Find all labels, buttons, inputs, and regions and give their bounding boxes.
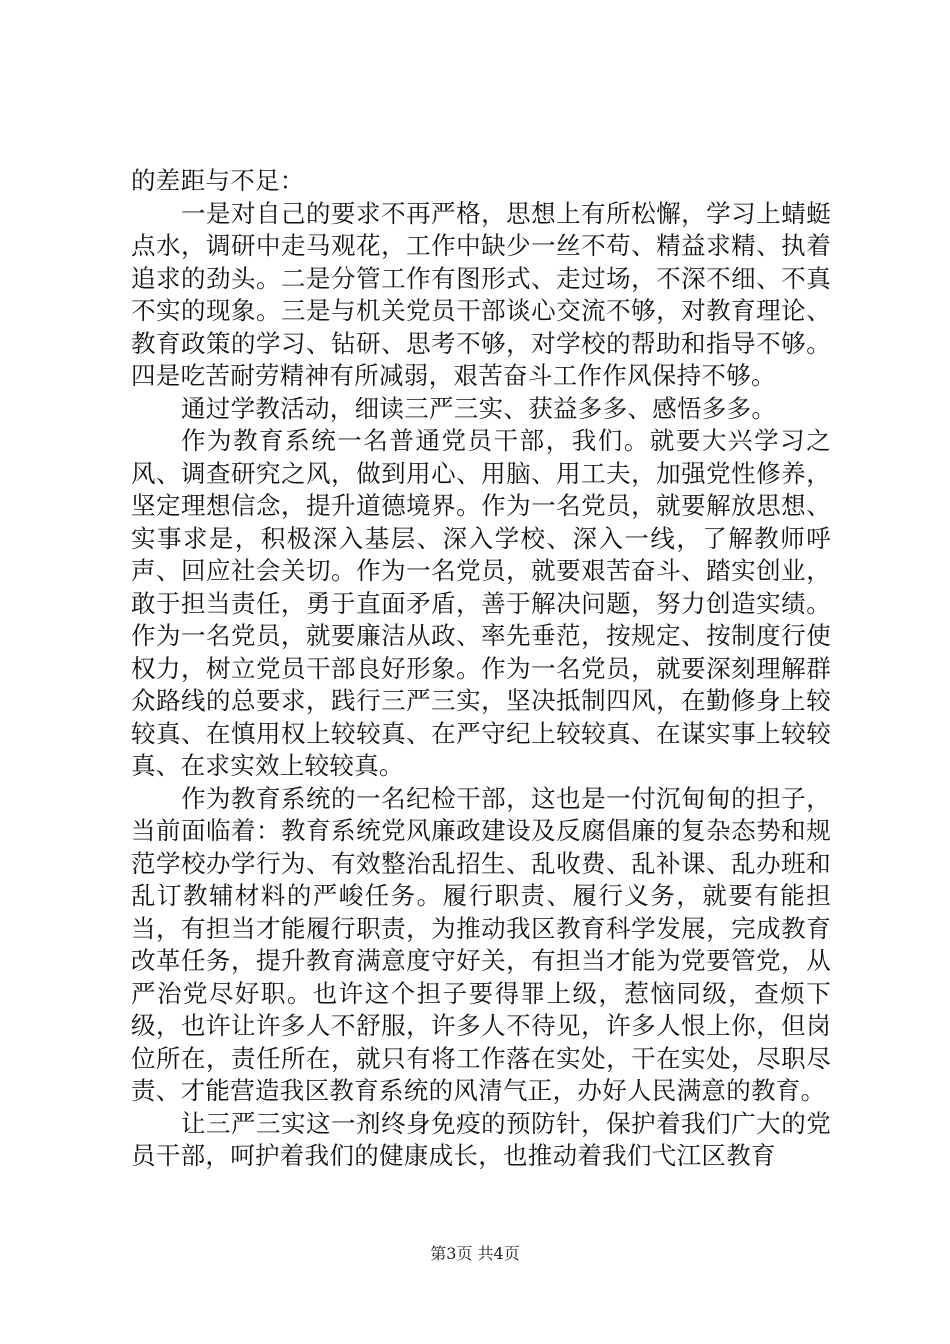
paragraph-study-activity: 通过学教活动，细读三严三实、获益多多、感悟多多。 <box>181 393 777 423</box>
paragraph-shortcomings: 一是对自己的要求不再严格，思想上有所松懈，学习上蜻蜓点水，调研中走马观花，工作中缺少一丝不苟、精益求精、执着追求的劲头。二是分管工作有图形式、走过场，不深不细、不真不实的现象。三是与机关党员干部谈心交流不够，对教育理论、教育政策的学习、钻研、思考不够，对学校的帮助和指导不够。四是吃苦耐劳精神有所减弱，艰苦奋斗工作作风保持不够。 <box>131 198 831 390</box>
body-text <box>131 165 831 1173</box>
paragraph-closing: 让三严三实这一剂终身免疫的预防针，保护着我们广大的党员干部，呵护着我们的健康成长，也推动着我们弋江区教育 <box>131 1108 831 1170</box>
paragraph-discipline-inspection: 作为教育系统的一名纪检干部，这也是一付沉甸甸的担子，当前面临着：教育系统党风廉政建设及反腐倡廉的复杂态势和规范学校办学行为、有效整治乱招生、乱收费、乱补课、乱办班和乱订教辅材料的严峻任务。履行职责、履行义务，就要有能担当，有担当才能履行职责，为推动我区教育科学发展，完成教育改革任务，提升教育满意度守好关，有担当才能为党要管党，从严治党尽好职。也许这个担子要得罪上级，惹恼同级，查烦下级，也许让许多人不舒服，许多人不待见，许多人恨上你，但岗位所在，责任所在，就只有将工作落在实处，干在实处，尽职尽责、才能营造我区教育系统的风清气正，办好人民满意的教育。 <box>131 783 831 1105</box>
paragraph-party-member-duties: 作为教育系统一名普通党员干部，我们。就要大兴学习之风、调查研究之风，做到用心、用脑、用工夫，加强党性修养，坚定理想信念，提升道德境界。作为一名党员，就要解放思想、实事求是，积极深入基层、深入学校、深入一线，了解教师呼声、回应社会关切。作为一名党员，就要艰苦奋斗、踏实创业，敢于担当责任，勇于直面矛盾，善于解决问题，努力创造实绩。作为一名党员，就要廉洁从政、率先垂范，按规定、按制度行使权力，树立党员干部良好形象。作为一名党员，就要深刻理解群众路线的总要求，践行三严三实，坚决抵制四风，在勤修身上较较真、在慎用权上较较真、在严守纪上较较真、在谋实事上较较真、在求实效上较较真。 <box>131 426 831 780</box>
paragraph-continuation: 的差距与不足： <box>131 166 305 195</box>
page-footer: 第3页 共4页 <box>430 1244 520 1263</box>
